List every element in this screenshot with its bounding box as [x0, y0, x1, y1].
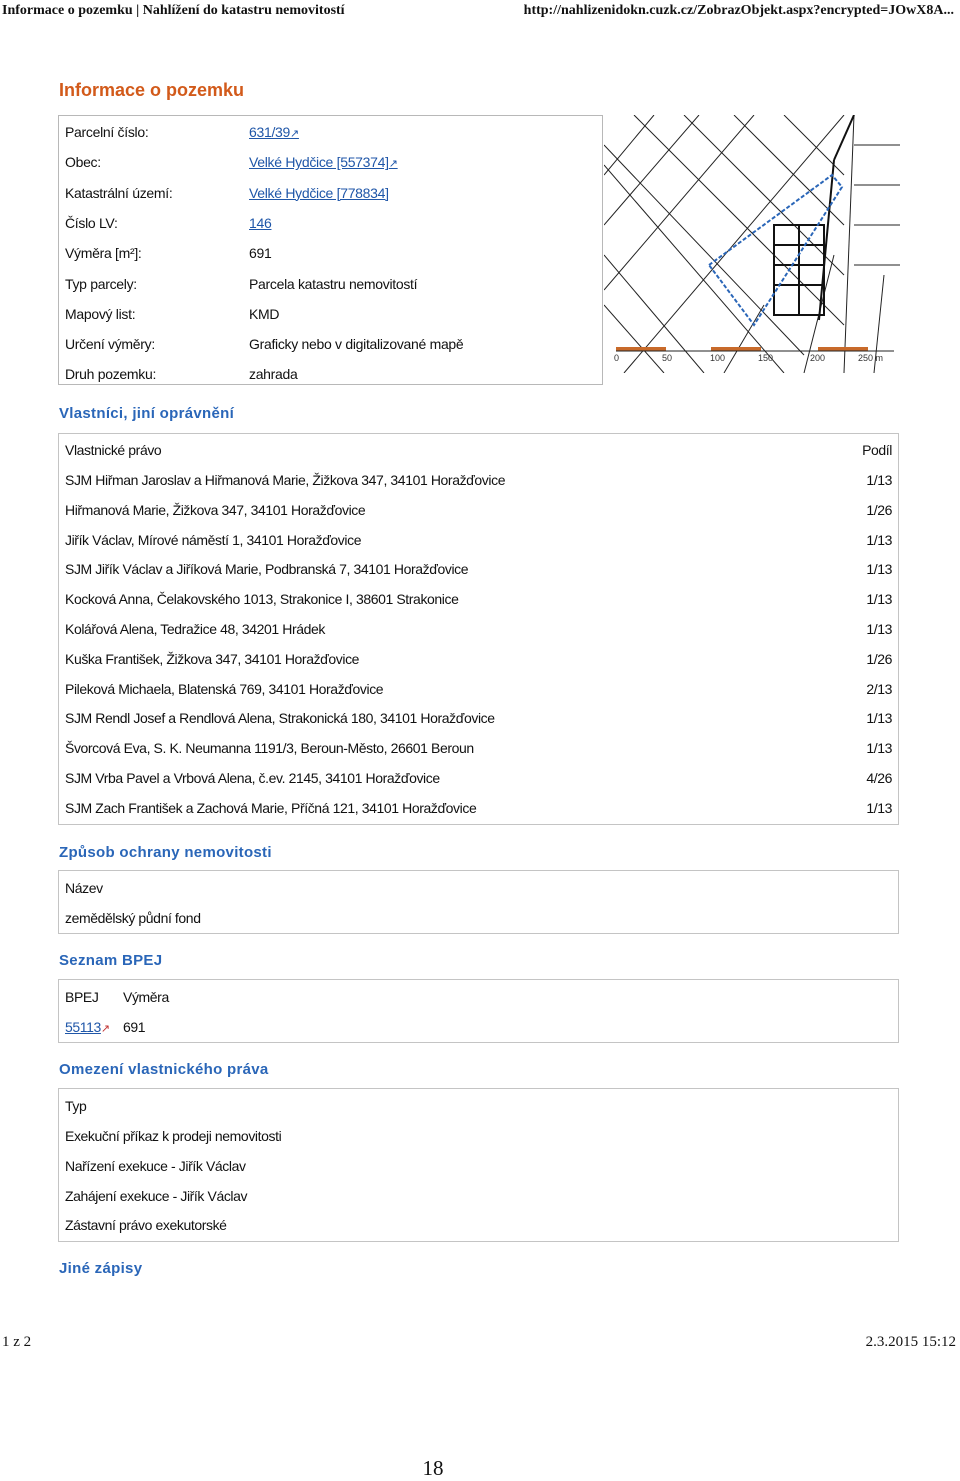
owner-share: 1/13 — [866, 621, 892, 637]
parcel-info-label: Výměra [m²]: — [65, 245, 142, 262]
restriction-row: Zahájení exekuce - Jiřík Václav — [65, 1187, 248, 1204]
external-link-icon[interactable]: ↗ — [290, 128, 299, 140]
restriction-row: Zástavní právo exekutorské — [65, 1217, 227, 1234]
external-link-icon[interactable]: ↗ — [100, 1023, 110, 1035]
owner-name: Kuška František, Žižkova 347, 34101 Horažďovice — [65, 650, 360, 667]
restrictions-col-type: Typ — [65, 1098, 87, 1114]
owner-row — [59, 472, 898, 502]
owner-share: 1/26 — [866, 501, 892, 518]
parcel-info-link[interactable] — [249, 154, 398, 170]
parcel-info-label: Určení výměry: — [65, 336, 155, 353]
scale-label: 250 m — [858, 353, 884, 363]
parcel-info-value-text: Parcela katastru nemovitostí — [249, 275, 418, 292]
parcel-info-link[interactable] — [249, 215, 271, 231]
parcel-info-row — [65, 215, 595, 245]
owner-share: 1/13 — [866, 591, 892, 608]
parcel-info-row — [65, 366, 595, 396]
protection-section-title: Způsob ochrany nemovitosti — [59, 844, 272, 861]
bpej-table — [58, 979, 899, 1043]
owner-name: Hiřmanová Marie, Žižkova 347, 34101 Horažďovice — [65, 501, 366, 518]
owner-row — [59, 532, 898, 562]
owner-name: SJM Zach František a Zachová Marie, Příčná 121, 34101 Horažďovice — [65, 799, 477, 816]
owner-name: SJM Hiřman Jaroslav a Hiřmanová Marie, Žižkova 347, 34101 Horažďovice — [65, 472, 506, 488]
owner-row — [59, 651, 898, 681]
parcel-info-table — [58, 115, 603, 385]
external-link-icon[interactable]: ↗ — [388, 158, 398, 171]
parcel-info-label: Parcelní číslo: — [65, 124, 149, 140]
parcel-info-value-text: 691 — [249, 245, 272, 262]
owner-name: Kolářová Alena, Tedražice 48, 34201 Hrádek — [65, 621, 326, 637]
parcel-info-label: Obec: — [65, 154, 101, 171]
owner-row — [59, 770, 898, 800]
owner-row — [59, 621, 898, 651]
parcel-info-label: Katastrální území: — [65, 184, 173, 201]
parcel-info-link[interactable] — [249, 185, 389, 201]
cadastral-map[interactable] — [604, 115, 900, 373]
restriction-row: Nařízení exekuce - Jiřík Václav — [65, 1157, 246, 1174]
print-header — [0, 0, 960, 24]
scale-label: 200 — [810, 353, 826, 363]
protection-col-name: Název — [65, 880, 103, 896]
parcel-info-row — [65, 154, 595, 184]
bpej-code-link[interactable]: 55113 — [65, 1019, 101, 1035]
parcel-info-row — [65, 185, 595, 215]
scale-label: 0 — [614, 353, 620, 363]
scale-label: 150 — [758, 353, 774, 363]
scale-label: 50 — [662, 353, 673, 363]
owner-name: Pileková Michaela, Blatenská 769, 34101 Horažďovice — [65, 680, 384, 697]
other-records-section-title: Jiné zápisy — [59, 1260, 143, 1277]
parcel-info-value-text[interactable]: Velké Hydčice [557374] — [249, 154, 389, 171]
owners-col-right: Vlastnické právo — [65, 442, 162, 458]
parcel-info-value — [249, 336, 463, 352]
owner-share: 1/13 — [866, 561, 892, 578]
bpej-col-code: BPEJ — [65, 989, 99, 1005]
owners-section-title: Vlastníci, jiní oprávnění — [59, 405, 235, 422]
owner-row — [59, 591, 898, 621]
parcel-info-link[interactable] — [249, 124, 299, 140]
print-header-url: http://nahlizenidokn.cuzk.cz/ZobrazObjekt.aspx?encrypted=JOwX8A... — [523, 3, 954, 18]
scale-label: 100 — [710, 353, 726, 363]
restriction-row: Exekuční příkaz k prodeji nemovitosti — [65, 1128, 282, 1144]
owners-col-share: Podíl — [862, 442, 892, 458]
parcel-info-row — [65, 276, 595, 306]
parcel-info-value — [249, 306, 279, 322]
owner-row — [59, 800, 898, 830]
parcel-info-row — [65, 124, 595, 154]
owner-share: 2/13 — [866, 680, 892, 697]
owner-name: Kocková Anna, Čelakovského 1013, Strakonice I, 38601 Strakonice — [65, 591, 459, 608]
print-header-title: Informace o pozemku | Nahlížení do katastru nemovitostí — [2, 3, 345, 18]
protection-table — [58, 870, 899, 934]
restrictions-section-title: Omezení vlastnického práva — [59, 1061, 269, 1078]
protection-row: zemědělský půdní fond — [65, 910, 201, 926]
parcel-info-value-text: Graficky nebo v digitalizované mapě — [249, 336, 464, 353]
owner-name: SJM Vrba Pavel a Vrbová Alena, č.ev. 2145, 34101 Horažďovice — [65, 770, 440, 786]
owner-row — [59, 710, 898, 740]
parcel-info-value-text: zahrada — [249, 366, 298, 383]
parcel-info-value-text[interactable]: Velké Hydčice [778834] — [249, 184, 389, 201]
owner-row — [59, 502, 898, 532]
page-number: 18 — [422, 1456, 444, 1480]
owner-row — [59, 740, 898, 770]
parcel-info-label: Druh pozemku: — [65, 366, 157, 383]
owner-share: 1/13 — [866, 531, 892, 548]
parcel-info-value — [249, 276, 417, 292]
owner-share: 1/13 — [866, 472, 892, 488]
owner-row — [59, 681, 898, 711]
parcel-info-value-text[interactable]: 631/39 — [249, 124, 291, 140]
owner-share: 1/13 — [866, 799, 892, 816]
owner-name: Jiřík Václav, Mírové náměstí 1, 34101 Horažďovice — [65, 531, 362, 548]
owner-row — [59, 561, 898, 591]
bpej-area-cell: 691 — [123, 1019, 146, 1035]
restrictions-table — [58, 1088, 899, 1242]
owner-name: SJM Jiřík Václav a Jiříková Marie, Podbranská 7, 34101 Horažďovice — [65, 561, 469, 578]
bpej-col-area: Výměra — [123, 989, 169, 1005]
parcel-info-value-text[interactable]: 146 — [249, 214, 272, 231]
owner-share: 1/13 — [866, 740, 892, 757]
map-drawing — [604, 115, 900, 373]
bpej-section-title: Seznam BPEJ — [59, 952, 163, 969]
parcel-info-row — [65, 245, 595, 275]
bpej-code-cell[interactable] — [65, 1019, 110, 1035]
parcel-info-row — [65, 336, 595, 366]
owner-name: Švorcová Eva, S. K. Neumanna 1191/3, Beroun-Město, 26601 Beroun — [65, 740, 474, 757]
parcel-info-value — [249, 245, 271, 261]
owner-share: 1/13 — [866, 710, 892, 727]
parcel-info-label: Číslo LV: — [65, 214, 118, 231]
owner-share: 4/26 — [866, 770, 892, 786]
parcel-info-value-text: KMD — [249, 305, 280, 322]
owner-share: 1/26 — [866, 650, 892, 667]
parcel-info-label: Typ parcely: — [65, 275, 137, 292]
print-datetime: 2.3.2015 15:12 — [865, 1334, 956, 1350]
page-indicator: 1 z 2 — [2, 1334, 32, 1350]
owner-name: SJM Rendl Josef a Rendlová Alena, Strakonická 180, 34101 Horažďovice — [65, 710, 495, 727]
parcel-info-value — [249, 366, 298, 382]
page-title: Informace o pozemku — [59, 80, 245, 100]
parcel-info-row — [65, 306, 595, 336]
parcel-info-label: Mapový list: — [65, 305, 136, 322]
owners-table — [58, 433, 899, 825]
